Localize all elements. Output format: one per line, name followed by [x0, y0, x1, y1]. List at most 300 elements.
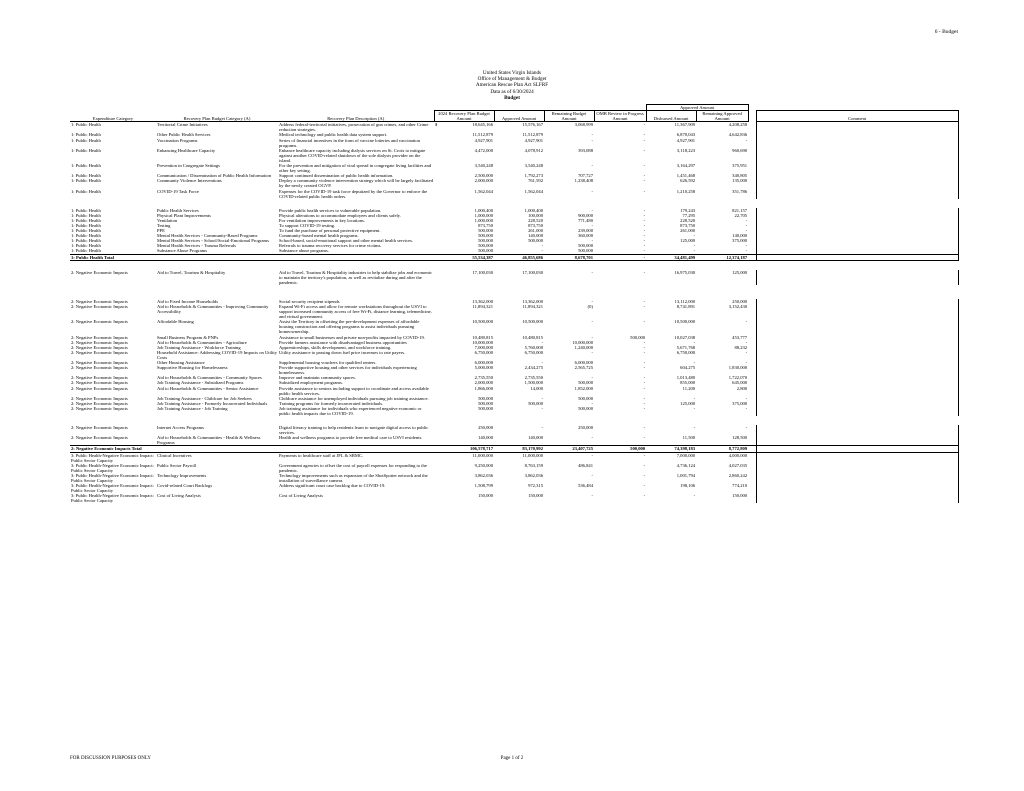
disbursed-value: 1,210,258 [676, 188, 696, 194]
budget-amount-value: 9,250,000 [474, 462, 493, 468]
budget-amount-cell [434, 350, 494, 360]
description-value: Series of financial incentives in the form of vaccine lotteries and vaccination programs. [279, 137, 420, 148]
disbursed-value: 11,200 [682, 385, 696, 391]
remaining-budget-cell [544, 483, 594, 493]
remaining-approved-value: 4,000,000 [728, 452, 748, 458]
budget-amount-cell [434, 365, 494, 375]
remaining-budget-value: - [591, 207, 593, 213]
description-value: Expand Wi-Fi access and allow for remote workstations throughout the USVI to support increased community access of free Wi-Fi, distance learning, telemedicine, and virtual government. [279, 304, 432, 320]
omb-review-cell [594, 178, 646, 188]
expenditure-category-value: 1: Public Health [71, 147, 101, 153]
expenditure-category-value: 2: Negative Economic Impacts [71, 385, 128, 391]
expenditure-category-value: 2: Negative Economic Impacts [71, 349, 128, 355]
disbursed-cell [643, 493, 696, 503]
disbursed-value: 10,500,000 [674, 319, 696, 325]
description-cell [278, 148, 434, 163]
approved-amount-cell [494, 483, 544, 493]
remaining-approved-cell [693, 405, 748, 416]
budget-category-value: COVID-19 Task Force [157, 188, 199, 194]
budget-category-cell [156, 148, 278, 163]
approved-amount-value: - [541, 360, 543, 366]
description-cell [278, 304, 434, 319]
expenditure-category-cell [70, 270, 156, 285]
disbursed-cell [643, 385, 696, 396]
remaining-approved-cell [696, 463, 748, 473]
omb-review-value: - [643, 425, 646, 431]
col-description: Recovery Plan Description (A) [278, 111, 434, 122]
omb-review-cell [594, 406, 646, 416]
description-cell [278, 425, 434, 435]
remaining-budget-value: 8,678,701 [574, 254, 593, 260]
expenditure-category-value: 2: Negative Economic Impacts [71, 334, 128, 340]
description-cell [278, 483, 434, 493]
description-cell [278, 406, 434, 416]
budget-amount-value: 1,000,400 [474, 207, 493, 213]
remaining-budget-cell [544, 163, 594, 173]
omb-review-value: - [643, 493, 646, 499]
budget-category-value: Internet Access Programs [157, 425, 204, 431]
description-cell [278, 463, 434, 473]
budget-amount-value: 1,000,000 [474, 212, 493, 218]
remaining-budget-value: - [591, 319, 593, 325]
expenditure-category-cell [70, 350, 156, 360]
approved-amount-cell [494, 148, 544, 163]
expenditure-category-value: 2: Negative Economic Impacts [71, 304, 128, 309]
remaining-budget-value: 771,480 [578, 217, 593, 223]
remaining-approved-value: 821,157 [732, 207, 748, 213]
remaining-approved-value: - [745, 339, 748, 345]
remaining-budget-cell [544, 425, 594, 435]
remaining-approved-value: 774,210 [732, 483, 748, 489]
omb-review-value: - [643, 304, 646, 309]
approved-amount-value: 1,562,044 [524, 188, 543, 194]
approved-amount-cell [494, 493, 544, 503]
budget-amount-value: 3,540,248 [474, 163, 493, 169]
remaining-budget-value: 360,000 [578, 233, 593, 239]
expenditure-category-value: 3: Public Health-Negative Economic Impact: Public Sector Capacity [71, 472, 154, 483]
omb-review-cell [594, 189, 646, 199]
omb-review-cell [594, 148, 646, 163]
approved-amount-value: - [541, 243, 543, 249]
disbursed-value: 7,000,000 [676, 452, 696, 458]
approved-amount-value: 15,576,167 [522, 122, 543, 128]
approved-amount-value: - [541, 339, 543, 345]
disbursed-cell [643, 405, 696, 416]
approved-amount-value: 972,315 [528, 483, 543, 489]
approved-amount-value: - [541, 248, 543, 254]
remaining-approved-value: 340,805 [732, 173, 748, 179]
disbursed-value: 4,736,124 [676, 462, 696, 468]
budget-amount-value: 2,000,000 [474, 178, 493, 184]
disbursed-value: 626,592 [680, 178, 696, 184]
approved-amount-value: 11,000,000 [522, 452, 543, 458]
remaining-budget-value: - [591, 298, 593, 304]
description-value: Health and wellness programs to provide free medical care to USVI residents. [279, 435, 423, 441]
budget-amount-value: 55,534,387 [472, 254, 493, 260]
description-value: To fund the purchase of personal protective equipment. [279, 228, 381, 234]
description-cell [278, 163, 434, 173]
disbursed-value: 228,520 [680, 217, 696, 223]
remaining-budget-cell [544, 148, 594, 163]
disbursed-value: 4,927,901 [676, 137, 696, 143]
table-row [70, 365, 958, 375]
approved-amount-value: 1,500,000 [524, 380, 543, 386]
budget-amount-cell [434, 163, 494, 173]
expenditure-category-cell [70, 483, 156, 493]
budget-category-value: Communication / Dissemination of Public Health Information [157, 173, 272, 179]
budget-category-value: Territorial Crime Initiatives [157, 122, 208, 128]
omb-review-value: - [643, 207, 646, 213]
remaining-approved-cell [693, 493, 748, 503]
disbursed-cell [643, 319, 696, 334]
budget-amount-value: 11,000,000 [472, 452, 493, 458]
omb-review-value: - [643, 375, 646, 381]
comment-cell [756, 189, 958, 199]
budget-category-cell [156, 386, 278, 396]
description-cell [278, 350, 434, 360]
disbursed-value: - [693, 405, 696, 411]
remaining-approved-value: - [745, 228, 748, 234]
omb-review-value: - [643, 238, 646, 244]
budget-category-value: Testing [157, 222, 171, 228]
budget-category-cell [156, 138, 278, 148]
budget-amount-value: 4,472,000 [474, 147, 493, 153]
remaining-approved-cell [696, 483, 748, 493]
budget-category-cell [156, 435, 278, 446]
expenditure-category-cell [70, 365, 156, 375]
disbursed-value: 855,000 [680, 380, 696, 386]
remaining-budget-value: 500,000 [578, 243, 593, 249]
remaining-budget-value: 536,484 [578, 483, 593, 489]
comment-cell [756, 452, 958, 463]
header-line-org: United States Virgin Islands [482, 70, 542, 76]
approved-amount-cell [494, 406, 544, 416]
budget-category-value: Enhancing Healthcare Capacity [157, 147, 216, 153]
budget-category-value: Aid to Households & Communities - Community Spaces [157, 375, 262, 381]
expenditure-category-value: 2: Negative Economic Impacts [71, 298, 128, 304]
description-value: Apprenticeships, skills development, and workforce training. [279, 344, 392, 350]
remaining-approved-value: 128,500 [732, 435, 748, 441]
approved-amount-cell [494, 386, 544, 396]
disbursed-cell [643, 365, 696, 375]
description-value: Assistance to small businesses and private non-profits impacted by COVID-19. [279, 334, 425, 340]
description-value: Utility assistance to passing down fuel price increases to rate payers. [279, 349, 406, 355]
budget-amount-value: 11,894,321 [472, 304, 493, 309]
header-line-date: Data as of 6/30/2024 [490, 88, 534, 95]
row-spacer [70, 285, 958, 299]
description-value: Provide assistance to seniors including support to coordinate and access available public health services. [279, 385, 429, 396]
budget-category-value: Covid-related Court Backlogs [157, 483, 213, 489]
budget-amount-value: 2,735,550 [474, 375, 493, 381]
expenditure-category-value: 1: Public Health Total [71, 254, 115, 260]
budget-amount-value: 1,866,000 [474, 385, 493, 391]
disbursed-value: 13,112,000 [674, 298, 696, 304]
budget-category-value: Job Training Assistance - Childcare for Job Seekers [157, 395, 252, 401]
budget-amount-value: 4,927,901 [474, 137, 493, 143]
disbursed-cell [643, 147, 696, 163]
expenditure-category-value: 1: Public Health [71, 248, 101, 254]
remaining-approved-value: 645,000 [732, 380, 748, 386]
omb-review-value: - [643, 137, 646, 143]
comment-cell [756, 148, 958, 163]
remaining-budget-value: 500,000 [578, 380, 593, 386]
comment-cell [756, 463, 958, 473]
remaining-approved-value: 135,000 [732, 178, 748, 184]
disbursed-value: 125,000 [680, 400, 696, 406]
remaining-approved-cell [696, 386, 748, 396]
remaining-approved-cell [696, 138, 748, 148]
disbursed-value: 3,164,297 [676, 163, 696, 169]
budget-category-value: Ventilation [157, 217, 178, 223]
remaining-budget-cell [544, 270, 594, 285]
expenditure-category-cell [70, 163, 156, 173]
omb-review-cell [594, 163, 646, 173]
approved-amount-cell [494, 163, 544, 173]
description-value: Subsidized employment programs. [279, 380, 343, 386]
expenditure-category-cell [70, 493, 156, 503]
description-value: Provide public health services to vulnerable population. [279, 207, 382, 213]
remaining-budget-cell [544, 138, 594, 148]
remaining-approved-value: 2,860,242 [728, 472, 748, 478]
description-value: Provide farmers assistance with disadvantaged business opportunities [279, 339, 407, 345]
table-row [70, 319, 958, 334]
table-row [70, 189, 958, 199]
disbursed-value: 125,000 [680, 238, 696, 244]
budget-amount-cell [434, 493, 494, 503]
row-spacer [70, 199, 958, 208]
comment-cell [756, 406, 958, 416]
table-row [70, 425, 958, 435]
budget-category-value: Aid to Households & Communities - Agriculture [157, 339, 247, 345]
budget-amount-value: 150,000 [478, 493, 493, 499]
omb-review-value: 500,000 [630, 446, 646, 452]
budget-amount-value: 250,000 [478, 425, 493, 431]
disbursed-cell [643, 425, 696, 435]
description-cell [278, 386, 434, 396]
budget-category-value: Public Sector Payroll [157, 462, 197, 468]
description-value: Referrals to trauma recovery services for crime victims. [279, 243, 382, 249]
remaining-budget-value: - [591, 132, 593, 138]
expenditure-category-value: 1: Public Health [71, 212, 101, 218]
remaining-budget-cell [544, 463, 594, 473]
disbursed-value: 3,118,223 [676, 147, 696, 153]
omb-review-value: - [643, 349, 646, 355]
remaining-budget-value: - [591, 452, 593, 458]
omb-review-cell [594, 463, 646, 473]
expenditure-category-value: 1: Public Health [71, 222, 101, 228]
budget-amount-cell [434, 406, 494, 416]
omb-review-value: - [643, 462, 646, 468]
budget-category-value: Aid to Households & Communities - Senior Assistance [157, 385, 259, 391]
description-value: Supplemental housing vouchers for qualified renters. [279, 360, 377, 366]
approved-amount-value: 17,100,030 [522, 269, 543, 275]
approved-amount-value: 3,540,248 [524, 163, 543, 169]
approved-amount-value: 83,170,992 [522, 446, 543, 452]
budget-category-value: Mental Health Services - Trauma Referrals [157, 243, 236, 249]
budget-amount-cell [434, 435, 494, 446]
expenditure-category-cell [70, 386, 156, 396]
comment-cell [756, 473, 958, 483]
remaining-budget-value: 500,000 [578, 405, 593, 411]
budget-category-cell [156, 483, 278, 493]
omb-review-value: - [643, 178, 646, 184]
expenditure-category-value: 3: Public Health-Negative Economic Impact: Public Sector Capacity [71, 493, 154, 504]
description-value: Government agencies to offset the cost of payroll expenses for responding to the pandemic. [279, 462, 427, 473]
remaining-approved-cell [696, 270, 748, 285]
table-row [70, 270, 958, 285]
budget-amount-value: 500,000 [478, 395, 493, 401]
budget-category-cell [156, 122, 278, 133]
comment-cell [756, 483, 958, 493]
expenditure-category-value: 1: Public Health [71, 122, 101, 128]
approved-amount-cell [494, 425, 544, 435]
expenditure-category-cell [70, 406, 156, 416]
disbursed-value: 16,975,030 [674, 269, 696, 275]
comment-cell [756, 435, 958, 446]
approved-amount-cell [494, 463, 544, 473]
disbursed-value: 10,027,038 [674, 334, 696, 340]
disbursed-value: 604,275 [680, 365, 696, 371]
approved-amount-cell [494, 270, 544, 285]
expenditure-category-value: 1: Public Health [71, 233, 101, 239]
approved-amount-value: 11,894,321 [522, 304, 543, 309]
budget-category-value: PPE [157, 228, 165, 234]
expenditure-category-value: 3: Public Health-Negative Economic Impact: Public Sector Capacity [71, 462, 154, 473]
disbursed-value: 261,000 [680, 228, 696, 234]
remaining-approved-value: 4,027,035 [728, 462, 748, 468]
budget-category-cell [156, 350, 278, 360]
budget-amount-cell [434, 483, 494, 493]
omb-review-value: - [643, 163, 646, 169]
description-value: Childcare assistance for unemployed individuals pursuing job training assistance. [279, 395, 429, 401]
header-line-office: Office of Management & Budget [477, 76, 547, 83]
disbursed-value: 34,481,499 [674, 254, 696, 260]
description-cell [278, 270, 434, 285]
col-remaining-approved: Remaining Approved Amount [696, 111, 748, 122]
budget-amount-cell [434, 148, 494, 163]
approved-amount-value: 6,750,000 [524, 349, 543, 355]
remaining-approved-value: 351,786 [732, 188, 748, 194]
omb-review-cell [594, 483, 646, 493]
approved-amount-value: - [541, 405, 543, 411]
expenditure-category-value: 2: Negative Economic Impacts [71, 425, 128, 431]
budget-category-cell [156, 304, 278, 319]
remaining-approved-value: 88,232 [734, 344, 748, 350]
disbursed-value: - [693, 248, 696, 254]
remaining-budget-cell [544, 122, 594, 133]
omb-review-value: - [643, 483, 646, 489]
disbursed-value: 5,671,768 [676, 344, 696, 350]
budget-amount-value: 10,500,000 [472, 319, 493, 325]
remaining-approved-value: - [745, 222, 748, 228]
description-value: Community-based mental health programs. [279, 233, 359, 239]
remaining-approved-value: - [745, 319, 748, 325]
budget-amount-cell [434, 178, 494, 188]
remaining-budget-value: 3,068,999 [574, 122, 593, 128]
approved-amount-value: - [541, 425, 543, 431]
omb-review-value: - [643, 132, 646, 138]
expenditure-category-value: 1: Public Health [71, 217, 101, 223]
table-row [70, 122, 958, 133]
budget-category-value: Substance Abuse Programs [157, 248, 208, 254]
budget-amount-value: 10,480,815 [472, 334, 493, 340]
remaining-budget-value: - [591, 334, 593, 340]
omb-review-cell [594, 365, 646, 375]
disbursed-cell [643, 472, 696, 483]
remaining-approved-value: 375,000 [732, 400, 748, 406]
approved-amount-value: 761,592 [528, 178, 543, 184]
approved-amount-value: 500,000 [528, 238, 543, 244]
budget-amount-cell [434, 463, 494, 473]
remaining-budget-value: 500,000 [578, 248, 593, 254]
omb-review-value: - [643, 147, 646, 153]
disbursed-value: 11,367,909 [674, 122, 696, 128]
row-spacer [70, 416, 958, 425]
expenditure-category-cell [70, 304, 156, 319]
omb-review-cell [594, 425, 646, 435]
disbursed-cell [643, 304, 696, 319]
remaining-approved-cell [696, 304, 748, 319]
col-budget-category: Recovery Plan Budget Category (A) [156, 111, 278, 122]
remaining-budget-value: 707,727 [578, 173, 593, 179]
comment-cell [756, 270, 958, 285]
budget-amount-value: 2,500,000 [474, 173, 493, 179]
description-value: Address federal-territorial initiatives, prosecution of gun crimes, and other Crime reduction strategies. [279, 122, 429, 133]
description-value: Technology improvements such as expansion of the ShotSpotter network and the installation of surveillance camera. [279, 472, 428, 483]
budget-amount-value: 140,000 [478, 435, 493, 441]
footer-disclaimer: FOR DISCUSSION PURPOSES ONLY [70, 756, 152, 761]
remaining-budget-value: - [591, 493, 593, 499]
expenditure-category-value: 1: Public Health [71, 178, 101, 184]
expenditure-category-value: 2: Negative Economic Impacts [71, 400, 128, 406]
approved-amount-value: 1,792,273 [524, 173, 543, 179]
omb-review-value: - [643, 228, 646, 234]
description-value: Assist the Territory in offsetting the pre-development expenses of affordable housing construction and offering programs to assist individuals pursuing homeownership. [279, 319, 420, 335]
remaining-approved-cell [696, 148, 748, 163]
description-value: Address significant court case backlog due to COVID-19. [279, 483, 386, 489]
remaining-approved-cell [696, 435, 748, 446]
approved-amount-cell [494, 178, 544, 188]
disbursed-value: 8,741,891 [676, 304, 696, 309]
expenditure-category-cell [70, 452, 156, 463]
description-value: School-based, social-emotional support and other mental health services. [279, 238, 414, 244]
budget-amount-cell [434, 452, 494, 463]
remaining-approved-value: 4,208,258 [728, 122, 748, 128]
omb-review-value: - [643, 319, 646, 325]
remaining-budget-value: 1,852,000 [574, 385, 593, 391]
budget-amount-value: 500,000 [478, 400, 493, 406]
disbursed-cell [643, 163, 696, 173]
budget-category-cell [156, 493, 278, 503]
remaining-budget-value: - [591, 238, 593, 244]
table-row [70, 435, 958, 446]
expenditure-category-cell [70, 122, 156, 133]
table-row [70, 178, 958, 188]
budget-category-cell [156, 178, 278, 188]
remaining-budget-value: 6,000,000 [574, 360, 593, 366]
disbursed-value: 11,500 [682, 435, 696, 441]
omb-review-value: - [643, 435, 646, 441]
expenditure-category-value: 2: Negative Economic Impacts [71, 395, 128, 401]
budget-category-value: Other Housing Assistance [157, 360, 205, 366]
expenditure-category-value: 2: Negative Economic Impacts [71, 405, 128, 411]
description-value: For the prevention and mitigation of viral spread in congregate living facilities and other key setting. [279, 163, 432, 174]
approved-amount-cell [494, 452, 544, 463]
description-cell [278, 178, 434, 188]
budget-amount-cell [434, 304, 494, 319]
budget-amount-value: 500,000 [478, 238, 493, 244]
remaining-budget-cell [544, 473, 594, 483]
